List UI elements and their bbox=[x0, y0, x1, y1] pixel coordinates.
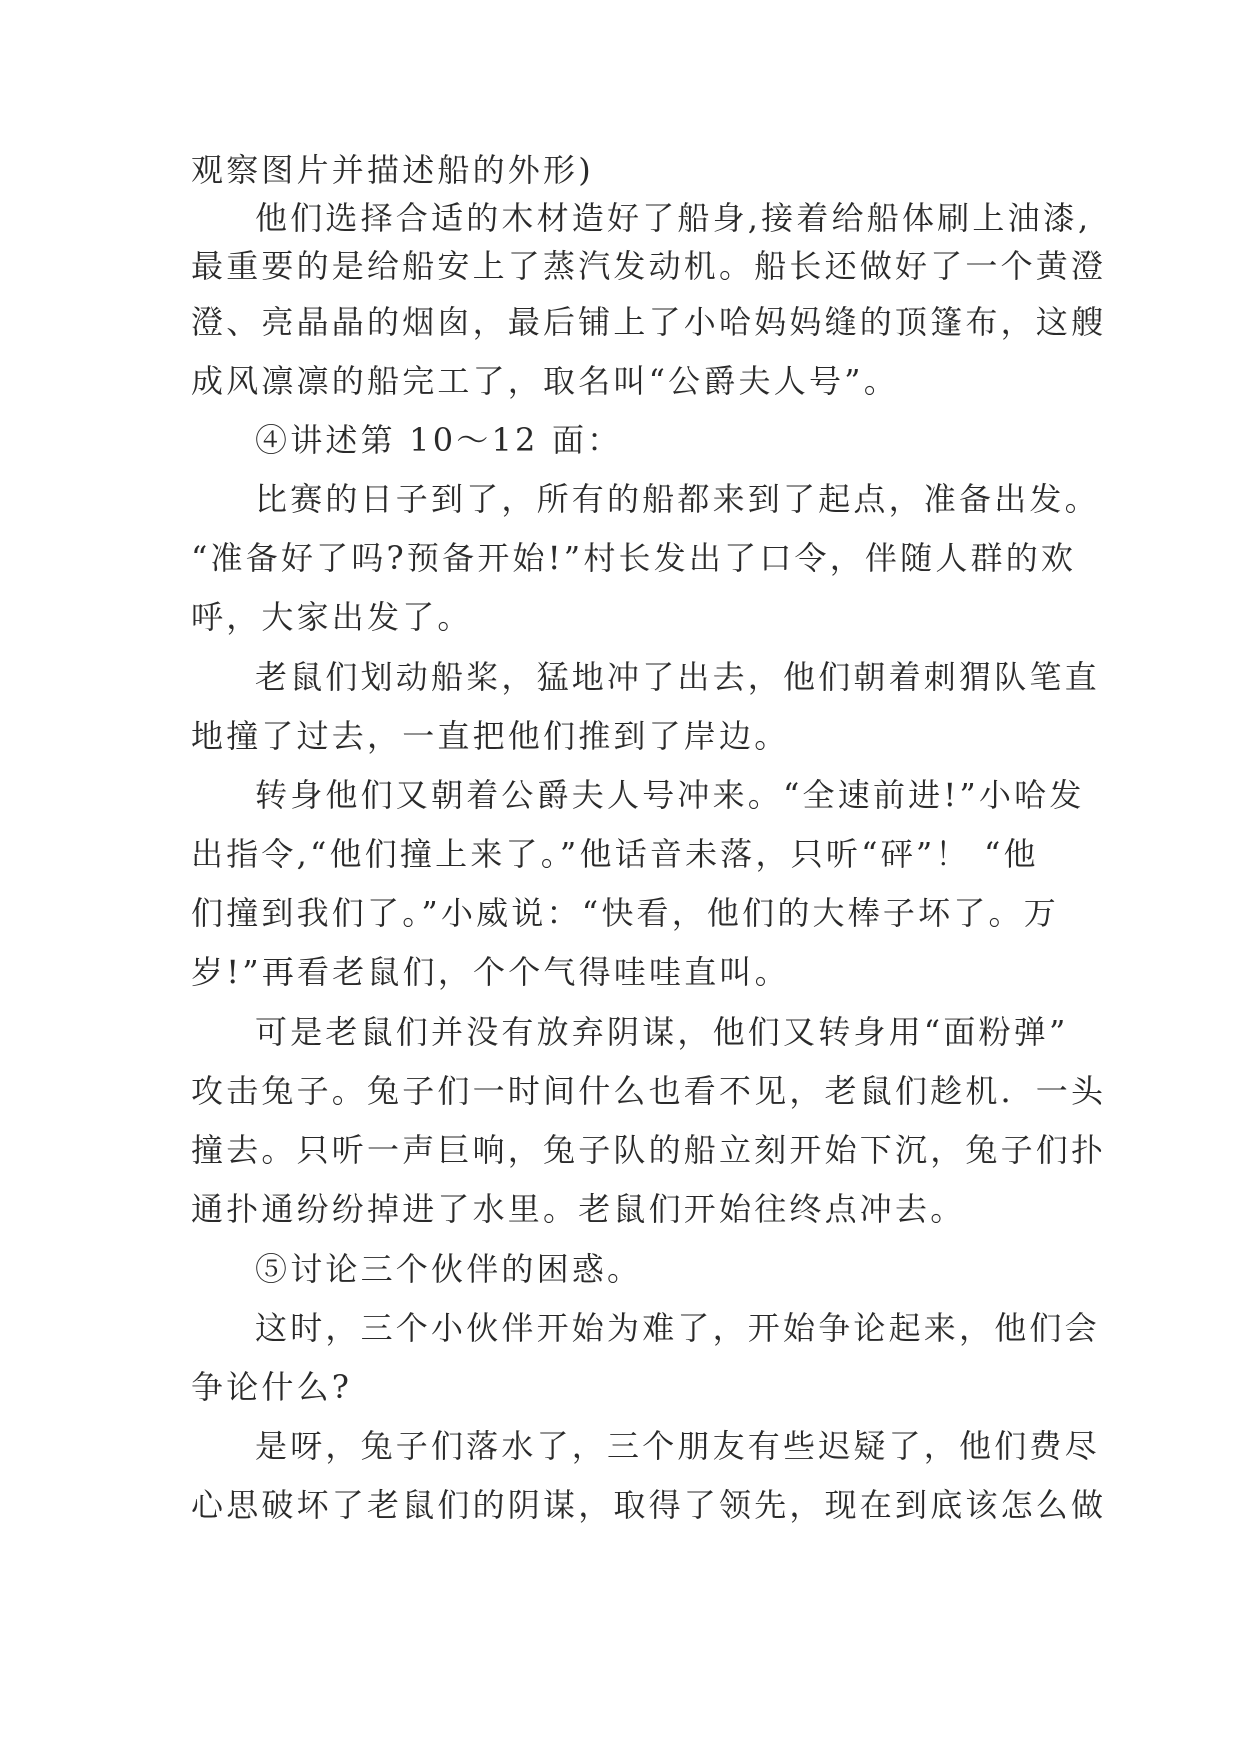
text-line-24: 心思破坏了老鼠们的阴谋，取得了领先，现在到底该怎么做 bbox=[191, 1486, 1107, 1524]
text-line-20: ⑤讨论三个伙伴的困惑。 bbox=[255, 1250, 643, 1288]
text-line-1: 观察图片并描述船的外形) bbox=[191, 151, 594, 189]
text-line-10: 老鼠们划动船桨，猛地冲了出去，他们朝着刺猬队笔直 bbox=[255, 658, 1100, 696]
text-line-23: 是呀，兔子们落水了，三个朋友有些迟疑了，他们费尽 bbox=[255, 1427, 1100, 1465]
text-line-16: 可是老鼠们并没有放弃阴谋，他们又转身用“面粉弹” bbox=[255, 1013, 1069, 1051]
text-line-12: 转身他们又朝着公爵夫人号冲来。“全速前进!”小哈发 bbox=[255, 776, 1085, 814]
text-line-4: 澄、亮晶晶的烟囱，最后铺上了小哈妈妈缝的顶篷布，这艘 bbox=[191, 303, 1107, 341]
text-line-21: 这时，三个小伙伴开始为难了，开始争论起来，他们会 bbox=[255, 1309, 1100, 1347]
text-line-7: 比赛的日子到了，所有的船都来到了起点，准备出发。 bbox=[255, 480, 1100, 518]
text-line-2: 他们选择合适的木材造好了船身,接着给船体刷上油漆, bbox=[255, 199, 1092, 237]
text-line-3: 最重要的是给船安上了蒸汽发动机。船长还做好了一个黄澄 bbox=[191, 247, 1107, 285]
text-line-14: 们撞到我们了。”小威说：“快看，他们的大棒子坏了。万 bbox=[191, 894, 1059, 932]
text-line-22: 争论什么? bbox=[191, 1368, 353, 1406]
text-line-6: ④讲述第 10～12 面： bbox=[255, 421, 623, 459]
text-line-18: 撞去。只听一声巨响，兔子队的船立刻开始下沉，兔子们扑 bbox=[191, 1131, 1107, 1169]
text-line-19: 通扑通纷纷掉进了水里。老鼠们开始往终点冲去。 bbox=[191, 1190, 966, 1228]
text-line-9: 呼，大家出发了。 bbox=[191, 598, 473, 636]
text-line-13: 出指令,“他们撞上来了。”他话音未落，只听“砰”！ “他 bbox=[191, 835, 1039, 873]
text-line-11: 地撞了过去，一直把他们推到了岸边。 bbox=[191, 717, 790, 755]
text-line-15: 岁!”再看老鼠们，个个气得哇哇直叫。 bbox=[191, 953, 790, 991]
text-line-8: “准备好了吗?预备开始!”村长发出了口令，伴随人群的欢 bbox=[191, 539, 1077, 577]
text-line-5: 成风凛凛的船完工了，取名叫“公爵夫人号”。 bbox=[191, 362, 899, 400]
text-line-17: 攻击兔子。兔子们一时间什么也看不见，老鼠们趁机．一头 bbox=[191, 1072, 1107, 1110]
